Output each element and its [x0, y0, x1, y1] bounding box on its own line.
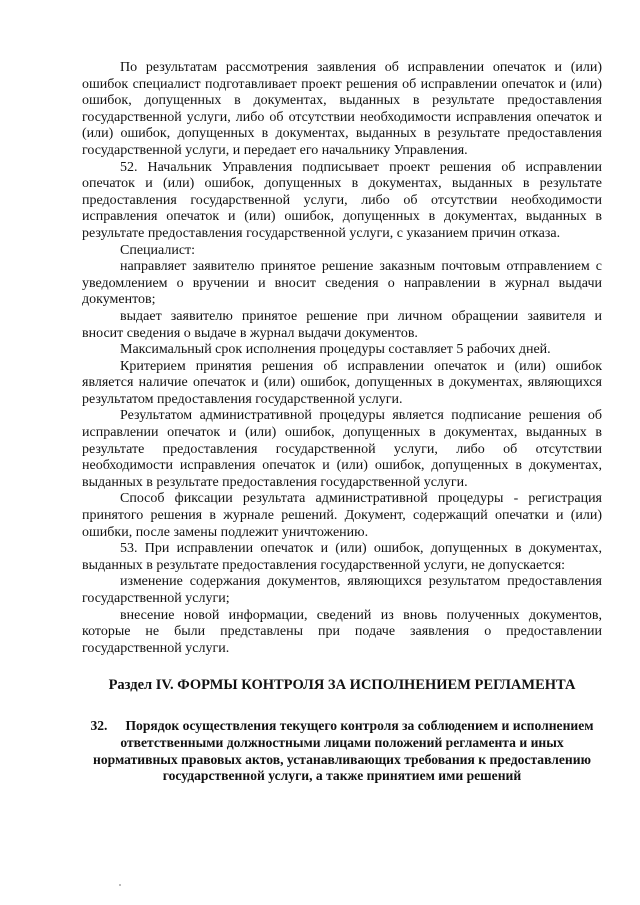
- paragraph-new-info: внесение новой информации, сведений из вновь полученных документов, которые не были представлены при подаче заявления о предоставлении государственной услуги.: [82, 607, 602, 656]
- paragraph-criterion: Критерием принятия решения об исправлении опечаток и (или) ошибок является наличие опечаток и (или) ошибок, допущенных в документах, являющихся результатом предоставления государственной услуги.: [82, 358, 602, 407]
- subsection-text: Порядок осуществления текущего контроля за соблюдением и исполнением ответственными должностными лицами положений регламента и иных нормативных правовых актов, устанавливающих требования к предоставлению государственной услуги, а также принятием ими решений: [93, 718, 594, 784]
- paragraph-change-content: изменение содержания документов, являющихся результатом предоставления государственной услуги;: [82, 574, 602, 606]
- paragraph-review-result: По результатам рассмотрения заявления об исправлении опечаток и (или) ошибок специалист подготавливает проект решения об исправлении опечаток и (или) ошибок, допущенных в документах, выданных в результате предоставления государственной услуги, либо об отсутствии необходимости исправления опечаток и (или) ошибок, допущенных в документах, выданных в результате предоставления государственной услуги, и передает его начальнику Управления.: [82, 60, 602, 158]
- paragraph-sends-decision: направляет заявителю принятое решение заказным почтовым отправлением с уведомлением о вручении и вносит сведения о направлении в журнал выдачи документов;: [82, 259, 602, 308]
- section-heading: Раздел IV. ФОРМЫ КОНТРОЛЯ ЗА ИСПОЛНЕНИЕМ РЕГЛАМЕНТА: [108, 677, 576, 694]
- document-page: [82, 60, 602, 785]
- subsection-heading: [82, 718, 602, 784]
- paragraph-result: Результатом административной процедуры является подписание решения об исправлении опечаток и (или) ошибок, допущенных в документах, выданных в результате предоставления государственной услуги, либо об отсутствии необходимости исправления опечаток и (или) ошибок, допущенных в документах, выданных в результате предоставления государственной услуги.: [82, 408, 602, 490]
- scan-speck: [119, 884, 121, 886]
- paragraph-fixation: Способ фиксации результата административной процедуры - регистрация принятого решения в журнале решений. Документ, содержащий опечатки и (или) ошибки, после замены подлежит уничтожению.: [82, 491, 602, 540]
- paragraph-issues-decision: выдает заявителю принятое решение при личном обращении заявителя и вносит сведения о выдаче в журнал выдачи документов.: [82, 308, 602, 341]
- paragraph-52: 52. Начальник Управления подписывает проект решения об исправлении опечаток и (или) ошибок, допущенных в документах, выданных в результате предоставления государственной услуги, либо об отсутствии необходимости исправления опечаток и (или) ошибок, допущенных в документах, выданных в результате предоставления государственной услуги, с указанием причин отказа.: [82, 159, 602, 241]
- paragraph-53: 53. При исправлении опечаток и (или) ошибок, допущенных в документах, выданных в результате предоставления государственной услуги, не допускается:: [82, 541, 602, 573]
- paragraph-specialist: Специалист:: [120, 242, 196, 258]
- subsection-number: 32.: [90, 718, 108, 734]
- paragraph-max-term: Максимальный срок исполнения процедуры составляет 5 рабочих дней.: [120, 342, 551, 358]
